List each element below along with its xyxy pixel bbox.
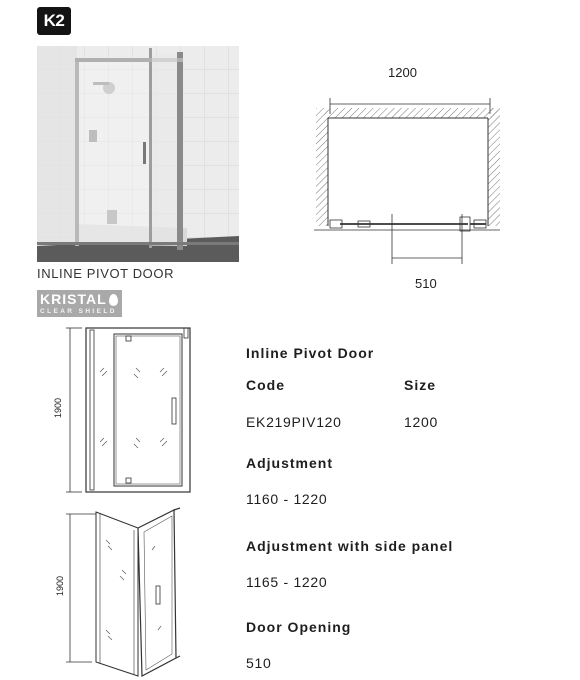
adjustment-side-header: Adjustment with side panel [246,538,454,554]
side-view-height-label: 1900 [55,575,65,596]
side-view-diagram [62,500,192,678]
code-value: EK219PIV120 [246,414,342,430]
adjustment-side-value: 1165 - 1220 [246,574,328,590]
door-opening-header: Door Opening [246,619,352,635]
plan-view-diagram [310,86,520,266]
spec-title: Inline Pivot Door [246,345,375,361]
size-header: Size [404,377,437,393]
kristal-title: KRISTAL [40,291,107,307]
plan-opening-label: 510 [415,276,437,291]
elevation-height-label: 1900 [53,397,63,418]
code-header: Code [246,377,285,393]
adjustment-value: 1160 - 1220 [246,491,328,507]
front-elevation-diagram [60,322,200,498]
kristal-subtitle: CLEAR SHIELD [40,308,117,315]
door-opening-value: 510 [246,655,272,671]
kristal-badge [37,290,122,317]
brand-logo: K2 [37,7,71,35]
plan-width-label: 1200 [388,65,417,80]
adjustment-header: Adjustment [246,455,333,471]
size-value: 1200 [404,414,438,430]
droplet-icon [109,294,118,306]
product-photo [37,46,239,262]
product-caption: INLINE PIVOT DOOR [37,266,175,281]
